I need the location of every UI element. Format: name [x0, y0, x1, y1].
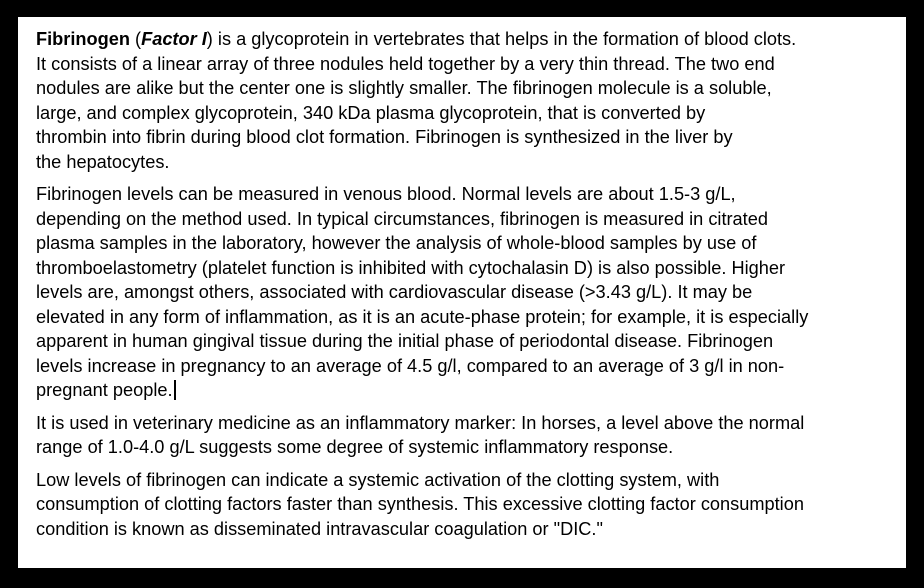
text-line: the hepatocytes.	[36, 151, 170, 172]
text-line: levels are, amongst others, associated with cardiovascular disease (>3.43 g/L). It may be	[36, 282, 753, 302]
text-line: range of 1.0-4.0 g/L suggests some degree of systemic inflammatory response.	[36, 437, 674, 457]
text-line: levels increase in pregnancy to an average of 4.5 g/l, compared to an average of 3 g/l in non-	[36, 355, 785, 376]
text-line: condition is known as disseminated intravascular coagulation or "DIC."	[36, 518, 603, 539]
text-line: consumption of clotting factors faster than synthesis. This excessive clotting factor consumption	[36, 494, 804, 514]
text-line: thrombin into fibrin during blood clot formation. Fibrinogen is synthesized in the liver by	[36, 127, 733, 147]
text-line: nodules are alike but the center one is slightly smaller. The fibrinogen molecule is a soluble,	[36, 78, 772, 98]
paragraph-low-levels	[36, 468, 906, 542]
text-line: apparent in human gingival tissue during the initial phase of periodontal disease. Fibrinogen	[36, 331, 774, 351]
text-line	[36, 27, 906, 52]
term-synonym: Factor I	[141, 29, 207, 49]
text-line: Fibrinogen levels can be measured in venous blood. Normal levels are about 1.5-3 g/L,	[36, 184, 736, 204]
text-line	[36, 378, 906, 403]
term-heading: Fibrinogen	[36, 29, 130, 49]
document-page[interactable]	[18, 17, 906, 568]
text-fragment: (	[129, 29, 142, 49]
paragraph-levels	[36, 182, 906, 403]
text-line: Low levels of fibrinogen can indicate a systemic activation of the clotting system, with	[36, 469, 720, 490]
text-line: large, and complex glycoprotein, 340 kDa plasma glycoprotein, that is converted by	[36, 102, 706, 123]
text-line: plasma samples in the laboratory, however the analysis of whole-blood samples by use of	[36, 233, 757, 253]
text-cursor	[174, 380, 176, 400]
text-line: thromboelastometry (platelet function is inhibited with cytochalasin D) is also possible. Higher	[36, 257, 786, 278]
paragraph-veterinary	[36, 411, 906, 460]
text-fragment: ) is a glycoprotein in vertebrates that helps in the formation of blood clots.	[206, 29, 797, 49]
text-line: It consists of a linear array of three nodules held together by a very thin thread. The two end	[36, 53, 775, 74]
text-line: elevated in any form of inflammation, as it is an acute-phase protein; for example, it is especially	[36, 306, 809, 327]
text-fragment: pregnant people.	[36, 380, 173, 400]
paragraph-definition	[36, 27, 906, 174]
text-line: depending on the method used. In typical circumstances, fibrinogen is measured in citrated	[36, 208, 768, 229]
text-line: It is used in veterinary medicine as an inflammatory marker: In horses, a level above the normal	[36, 412, 805, 433]
